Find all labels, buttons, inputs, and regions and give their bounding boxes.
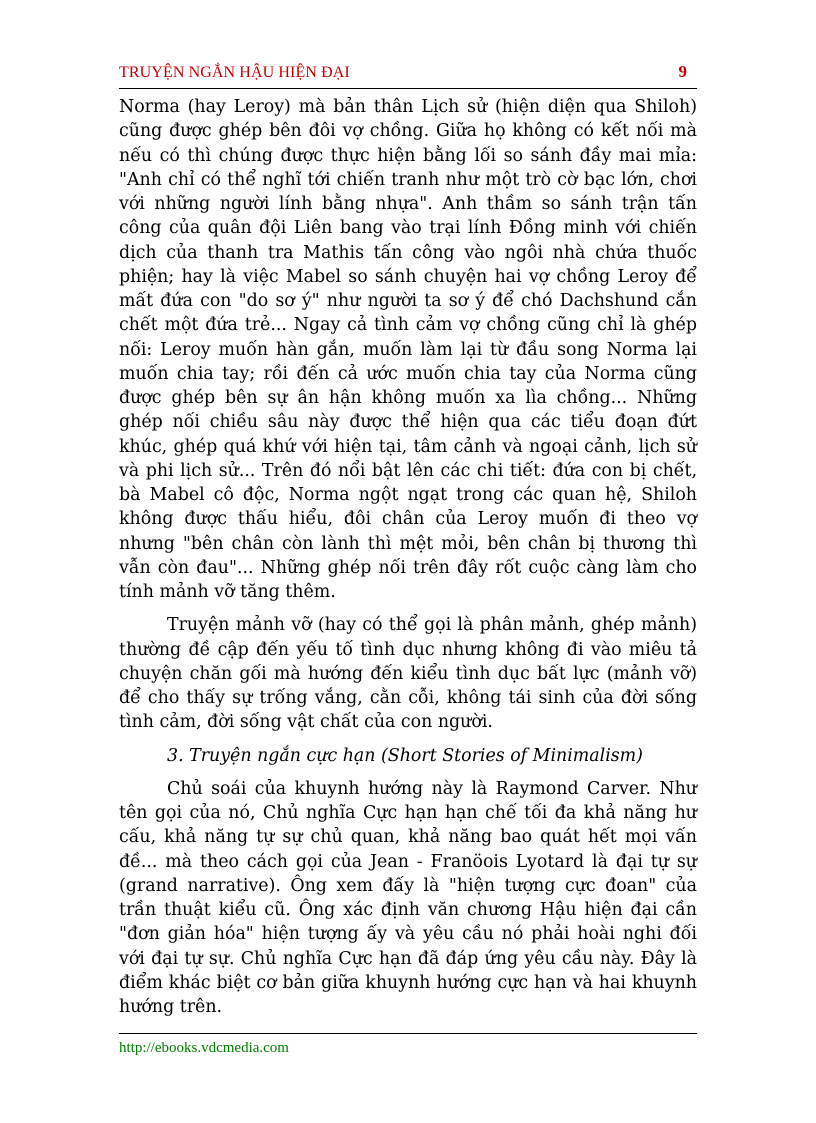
paragraph-continued: Norma (hay Leroy) mà bản thân Lịch sử (hiện diện qua Shiloh) cũng được ghép bên đôi vợ chồng. Giữa họ không có kết nối mà nếu có thì chúng được thực hiện bằng lối so sánh đầy mai mỉa: "Anh chỉ có thể nghĩ tới chiến tranh như một trò cờ bạc lớn, chơi với những người lính bằng nhựa". Anh thầm so sánh trận tấn công của quân đội Liên bang vào trại lính Đồng minh với chiến dịch của thanh tra Mathis tấn công vào ngôi nhà chứa thuốc phiện; hay là việc Mabel so sánh chuyện hai vợ chồng Leroy để mất đứa con "do sơ ý" như người ta sơ ý để chó Dachshund cắn chết một đứa trẻ... Ngay cả tình cảm vợ chồng cũng chỉ là ghép nối: Leroy muốn hàn gắn, muốn làm lại từ đầu song Norma lại muốn chia tay; rồi đến cả ước muốn chia tay của Norma cũng được ghép bên sự ân hận không muốn xa lìa chồng... Những ghép nối chiều sâu này được thể hiện qua các tiểu đoạn đứt khúc, ghép quá khứ với hiện tại, tâm cảnh và ngoại cảnh, lịch sử và phi lịch sử... Trên đó nổi bật lên các chi tiết: đứa con bị chết, bà Mabel cô độc, Norma ngột ngạt trong các quan hệ, Shiloh không được thấu hiểu, đôi chân của Leroy muốn đi theo vợ nhưng "bên chân còn lành thì mệt mỏi, bên chân bị thương thì vẫn còn đau"... Những ghép nối trên đây rốt cuộc càng làm cho tính mảnh vỡ tăng thêm. — [119, 97, 697, 602]
paragraph: Truyện mảnh vỡ (hay có thể gọi là phân mảnh, ghép mảnh) thường đề cập đến yếu tố tình dục nhưng không đi vào miêu tả chuyện chăn gối mà hướng đến kiểu tình dục bất lực (mảnh vỡ) để cho thấy sự trống vắng, cằn cỗi, không tái sinh của đời sống tình cảm, đời sống vật chất của con người. — [119, 615, 697, 733]
paragraph: Chủ soái của khuynh hướng này là Raymond Carver. Như tên gọi của nó, Chủ nghĩa Cực hạn hạn chế tối đa khả năng hư cấu, khả năng tự sự chủ quan, khả năng bao quát hết mọi vấn đề... mà theo cách gọi của Jean - Franöois Lyotard là đại tự sự (grand narrative). Ông xem đấy là "hiện tượng cực đoan" của trần thuật kiểu cũ. Ông xác định văn chương Hậu hiện đại cần "đơn giản hóa" hiện tượng ấy và yêu cầu nó phải hoài nghi đối với đại tự sự. Chủ nghĩa Cực hạn đã đáp ứng yêu cầu này. Đây là điểm khác biệt cơ bản giữa khuynh hướng cực hạn và hai khuynh hướng trên. — [119, 778, 697, 1017]
page-number: 9 — [678, 62, 687, 81]
running-title: TRUYỆN NGẮN HẬU HIỆN ĐẠI — [119, 64, 350, 81]
page-body — [119, 95, 697, 1019]
page-header — [119, 62, 697, 89]
section-subheading: 3. Truyện ngắn cực hạn (Short Stories of Minimalism) — [167, 745, 643, 766]
page-footer — [119, 1033, 697, 1056]
footer-link[interactable]: http://ebooks.vdcmedia.com — [119, 1040, 289, 1056]
